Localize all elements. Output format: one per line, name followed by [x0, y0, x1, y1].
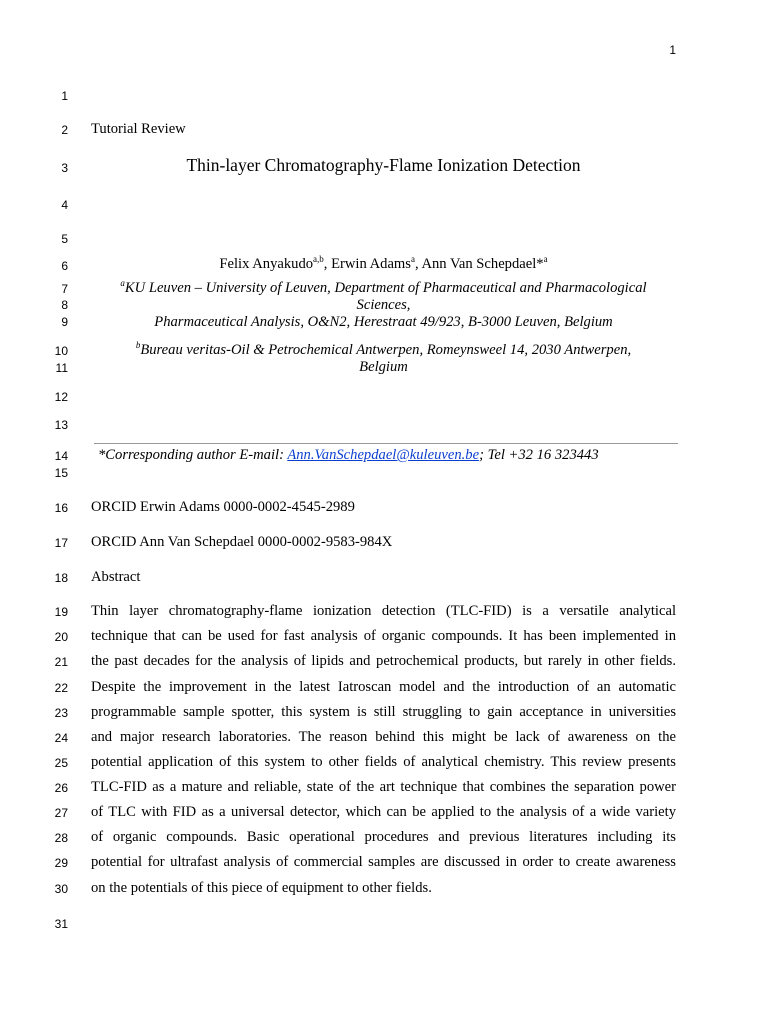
line-number: 30 — [54, 882, 68, 896]
line-number: 29 — [54, 856, 68, 870]
author-name: Felix Anyakudo — [219, 256, 314, 272]
abstract-line: Thin layer chromatography-flame ionization detection (TLC-FID) is a versatile analytical — [91, 603, 676, 619]
author-affil-sup: a — [543, 254, 548, 265]
abstract-line: of organic compounds. Basic operational procedures and previous literatures including its — [91, 829, 676, 845]
article-type: Tutorial Review — [91, 121, 186, 137]
abstract-line: the past decades for the analysis of lipids and petrochemical products, but rarely in other fields. — [91, 653, 676, 669]
abstract-line: Despite the improvement in the latest Iatroscan model and the introduction of an automatic — [91, 679, 676, 695]
line-number: 1 — [61, 89, 68, 103]
orcid-line: ORCID Ann Van Schepdael 0000-0002-9583-984X — [91, 534, 393, 550]
abstract-line: potential application of this system to other fields of analytical chemistry. This review presents — [91, 754, 676, 770]
line-number: 25 — [54, 756, 68, 770]
line-number: 4 — [61, 198, 68, 212]
abstract-line: potential for ultrafast analysis of commercial samples are discussed in order to create awareness — [91, 854, 676, 870]
line-number: 23 — [54, 706, 68, 720]
line-number: 21 — [54, 655, 68, 669]
email-link[interactable]: Ann.VanSchepdael@kuleuven.be — [287, 447, 480, 463]
line-number: 8 — [61, 298, 68, 312]
line-number: 2 — [61, 123, 68, 137]
author-line — [91, 256, 676, 273]
line-number: 27 — [54, 806, 68, 820]
abstract-line: on the potentials of this piece of equipment to other fields. — [91, 880, 432, 896]
affiliation-a-line2: Sciences, — [356, 297, 411, 313]
affiliation-text: KU Leuven – University of Leuven, Department of Pharmaceutical and Pharmacological — [124, 280, 647, 296]
line-number: 31 — [54, 917, 68, 931]
abstract-heading: Abstract — [91, 569, 141, 585]
affiliation-a-line1 — [91, 280, 676, 297]
line-number: 12 — [54, 390, 68, 404]
divider-rule — [94, 443, 678, 444]
line-number: 7 — [61, 282, 68, 296]
page-number: 1 — [669, 43, 676, 57]
line-number: 16 — [54, 501, 68, 515]
line-number: 9 — [61, 315, 68, 329]
line-number: 11 — [55, 361, 68, 375]
affiliation-b-line1 — [91, 342, 676, 359]
line-number: 17 — [54, 536, 68, 550]
correspondence-prefix: *Corresponding author E-mail: — [98, 447, 288, 463]
abstract-line: programmable sample spotter, this system is still struggling to gain acceptance in universities — [91, 704, 676, 720]
orcid-line: ORCID Erwin Adams 0000-0002-4545-2989 — [91, 499, 355, 515]
line-number: 19 — [54, 605, 68, 619]
affiliation-b-line2: Belgium — [359, 359, 408, 375]
author-name: , Erwin Adams — [323, 256, 411, 272]
line-number: 18 — [54, 571, 68, 585]
abstract-line: of TLC with FID as a universal detector, which can be applied to the analysis of a wide variety — [91, 804, 676, 820]
line-number: 3 — [61, 161, 68, 175]
line-number: 22 — [54, 681, 68, 695]
paper-title: Thin-layer Chromatography-Flame Ionization Detection — [186, 155, 581, 175]
abstract-line: TLC-FID as a mature and reliable, state of the art technique that combines the separation power — [91, 779, 676, 795]
line-number: 20 — [54, 630, 68, 644]
line-number: 6 — [61, 259, 68, 273]
abstract-line: and major research laboratories. The reason behind this might be lack of awareness on the — [91, 729, 676, 745]
line-number: 14 — [54, 449, 68, 463]
line-number: 26 — [54, 781, 68, 795]
affiliation-a-line3: Pharmaceutical Analysis, O&N2, Herestraat 49/923, B-3000 Leuven, Belgium — [154, 314, 613, 330]
author-affil-sup: a — [410, 254, 415, 265]
abstract-line: technique that can be used for fast analysis of organic compounds. It has been implemented in — [91, 628, 676, 644]
line-number: 28 — [54, 831, 68, 845]
line-number: 10 — [54, 344, 68, 358]
line-number: 13 — [54, 418, 68, 432]
affiliation-text: Bureau veritas-Oil & Petrochemical Antwerpen, Romeynsweel 14, 2030 Antwerpen, — [140, 342, 632, 358]
line-number: 5 — [61, 232, 68, 246]
affil-sup: b — [135, 340, 141, 351]
affil-sup: a — [120, 278, 125, 289]
author-name: , Ann Van Schepdael* — [414, 256, 544, 272]
corresponding-author — [98, 447, 599, 464]
correspondence-phone: ; Tel +32 16 323443 — [479, 447, 599, 463]
line-number: 24 — [54, 731, 68, 745]
author-affil-sup: a,b — [313, 254, 324, 265]
line-number: 15 — [54, 466, 68, 480]
